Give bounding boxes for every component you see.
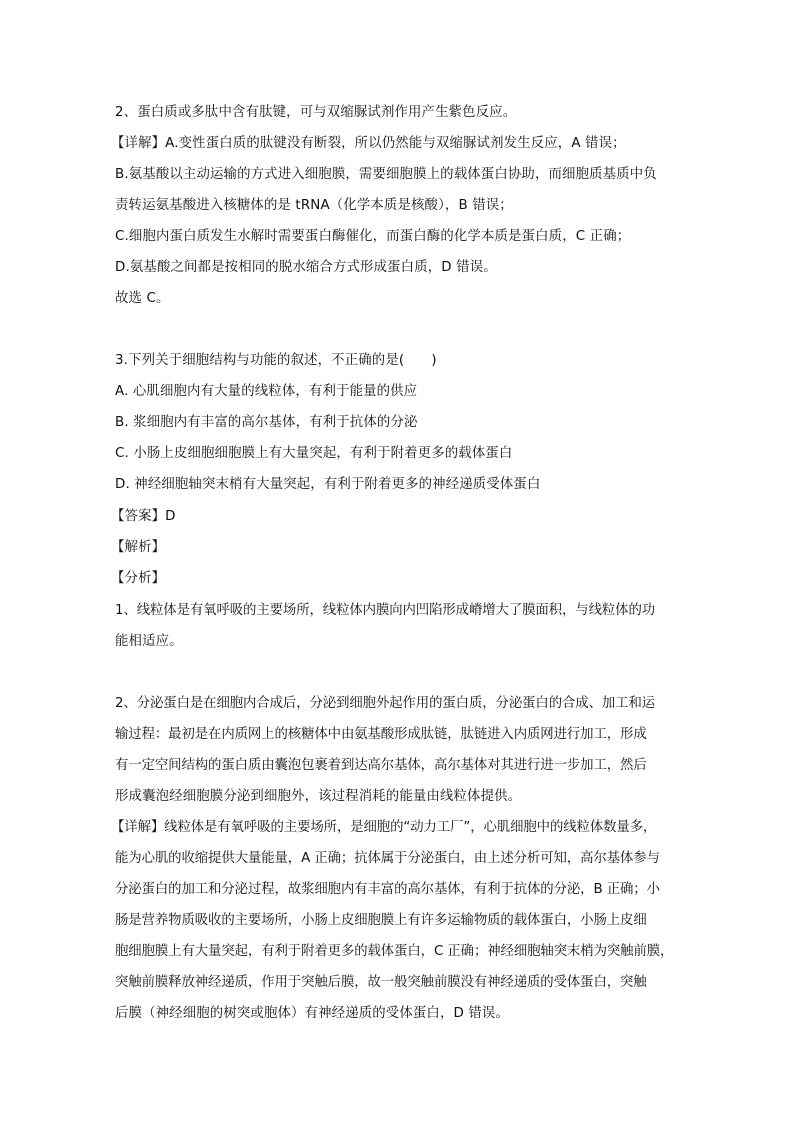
text-line: 【详解】A.变性蛋白质的肽键没有断裂，所以仍然能与双缩脲试剂发生反应，A 错误； [111,136,626,151]
text-line: 后膜（神经细胞的树突或胞体）有神经递质的受体蛋白，D 错误。 [115,1006,510,1021]
text-line: 胞细胞膜上有大量突起，有利于附着更多的载体蛋白，C 正确；神经细胞轴突末梢为突触前膜， [115,944,674,959]
question-title: 3.下列关于细胞结构与功能的叙述，不正确的是( ) [115,353,437,368]
text-line: C.细胞内蛋白质发生水解时需要蛋白酶催化，而蛋白酶的化学本质是蛋白质，C 正确； [115,229,631,244]
text-line: 【详解】线粒体是有氧呼吸的主要场所，是细胞的“动力工厂”，心肌细胞中的线粒体数量多， [111,820,657,835]
text-line: 2、蛋白质或多肽中含有肽键，可与双缩脲试剂作用产生紫色反应。 [115,105,517,120]
breakdown-label: 【分析】 [111,571,166,586]
text-line: 1、线粒体是有氧呼吸的主要场所，线粒体内膜向内凹陷形成嵴增大了膜面积，与线粒体的功 [115,603,656,618]
text-line: 2、分泌蛋白是在细胞内合成后，分泌到细胞外起作用的蛋白质，分泌蛋白的合成、加工和运 [115,696,656,711]
text-line: 故选 C。 [115,291,170,306]
analysis-label: 【解析】 [111,540,166,555]
text-line: 能为心肌的收缩提供大量能量，A 正确；抗体属于分泌蛋白，由上述分析可知，高尔基体参与 [115,851,660,866]
text-line: 突触前膜释放神经递质，作用于突触后膜，故一般突触前膜没有神经递质的受体蛋白，突触 [115,975,647,990]
text-line: 有一定空间结构的蛋白质由囊泡包裹着到达高尔基体，高尔基体对其进行进一步加工，然后 [115,758,647,773]
text-line: 责转运氨基酸进入核糖体的是 tRNA（化学本质是核酸），B 错误； [115,198,513,213]
text-line: 能相适应。 [115,634,183,649]
text-line: D.氨基酸之间都是按相同的脱水缩合方式形成蛋白质，D 错误。 [115,260,497,275]
text-line: B.氨基酸以主动运输的方式进入细胞膜，需要细胞膜上的载体蛋白协助，而细胞质基质中负 [115,167,657,182]
option-a: A. 心肌细胞内有大量的线粒体，有利于能量的供应 [115,384,418,399]
text-line: 分泌蛋白的加工和分泌过程，故浆细胞内有丰富的高尔基体，有利于抗体的分泌，B 正确；小 [115,882,660,897]
option-d: D. 神经细胞轴突末梢有大量突起，有利于附着更多的神经递质受体蛋白 [115,477,541,492]
answer-label: 【答案】D [111,509,176,524]
text-line: 肠是营养物质吸收的主要场所，小肠上皮细胞膜上有许多运输物质的载体蛋白，小肠上皮细 [115,913,647,928]
text-line: 形成囊泡经细胞膜分泌到细胞外，该过程消耗的能量由线粒体提供。 [115,789,522,804]
text-line: 输过程：最初是在内质网上的核糖体中由氨基酸形成肽链，肽链进入内质网进行加工，形成 [115,727,647,742]
option-c: C. 小肠上皮细胞细胞膜上有大量突起，有利于附着更多的载体蛋白 [115,446,513,461]
option-b: B. 浆细胞内有丰富的高尔基体，有利于抗体的分泌 [115,415,418,430]
